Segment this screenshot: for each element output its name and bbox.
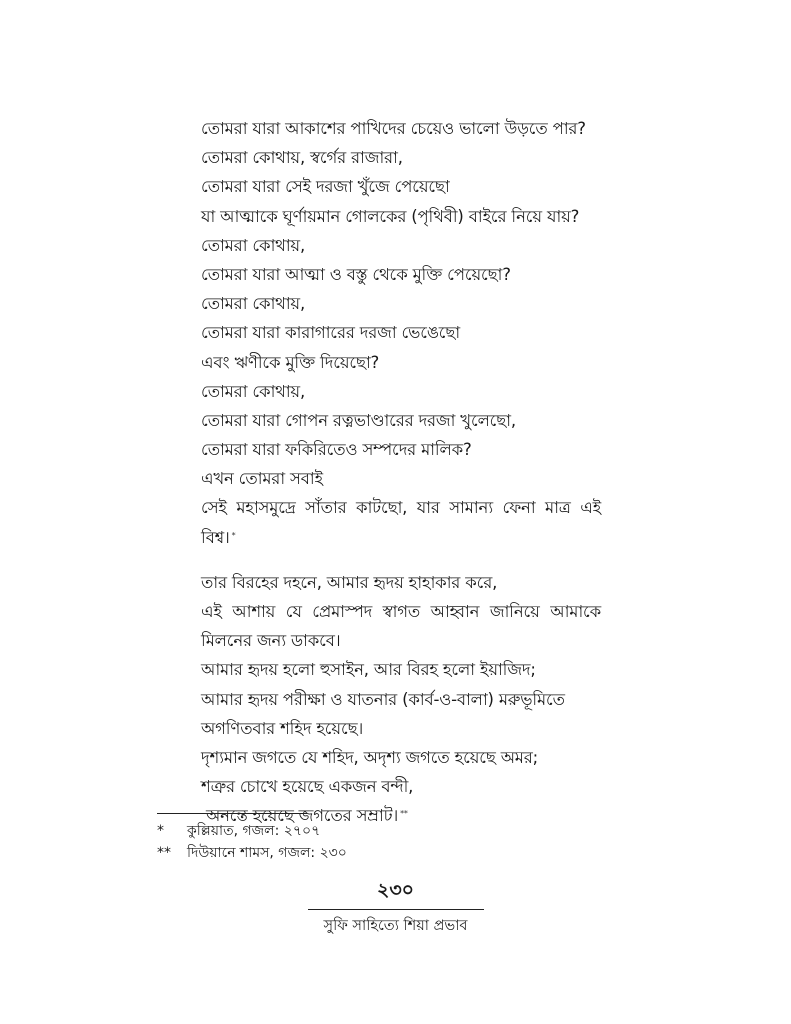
- poem-line: দৃশ্যমান জগতে যে শহিদ, অদৃশ্য জগতে হয়েছে অমর;: [201, 747, 539, 767]
- poem-line: তোমরা কোথায়,: [201, 294, 305, 314]
- poem-line-text: অনন্তে হয়েছে জগতের সম্রাট।: [206, 806, 399, 826]
- poem-line: আমার হৃদয় হলো হুসাইন, আর বিরহ হলো ইয়াজিদ;: [201, 660, 536, 680]
- stanza-2: [201, 568, 601, 831]
- poem-line: আমার হৃদয় পরীক্ষা ও যাতনার (কার্ব-ও-বালা) মরুভূমিতে: [201, 689, 565, 709]
- poem-line: অগণিতবার শহিদ হয়েছে।: [201, 718, 364, 738]
- poem-line: তোমরা কোথায়,: [201, 235, 305, 255]
- poem-line: সেই মহাসমুদ্রে সাঁতার কাটছো, যার সামান্য ফেনা মাত্র এই: [201, 498, 601, 518]
- poem-line: তোমরা যারা আকাশের পাখিদের চেয়েও ভালো উড়তে পার?: [201, 119, 586, 138]
- running-title: সুফি সাহিত্যে শিয়া প্রভাব: [323, 918, 468, 934]
- footnotes: [157, 820, 457, 864]
- footnote-mark: *: [157, 823, 164, 839]
- stanza-gap: [201, 552, 601, 568]
- poem-line-text: বিশ্ব।: [201, 527, 230, 547]
- footnote-item: [157, 820, 457, 842]
- footnote-text: দিউয়ানে শামস, গজল: ২৩০: [187, 845, 347, 861]
- poem-line: তোমরা যারা কারাগারের দরজা ভেঙেছো: [201, 323, 461, 343]
- poem-line: এখন তোমরা সবাই: [201, 469, 323, 489]
- footnote-mark: **: [157, 845, 171, 861]
- poem-line: শত্রুর চোখে হয়েছে একজন বন্দী,: [201, 777, 414, 797]
- poem-line: এবং ঋণীকে মুক্তি দিয়েছো?: [201, 352, 380, 372]
- footnote-marker-2: **: [400, 809, 408, 819]
- poem-line-with-marker: [201, 523, 601, 552]
- poem-body: [201, 114, 601, 831]
- stanza-1: [201, 114, 601, 552]
- footnote-marker-1: *: [231, 530, 236, 540]
- poem-line: তোমরা যারা গোপন রত্নভাণ্ডারের দরজা খুলেছো,: [201, 410, 516, 430]
- footnote-divider: [157, 813, 307, 814]
- poem-line: তোমরা যারা সেই দরজা খুঁজে পেয়েছো: [201, 177, 450, 197]
- page-number: ২৩০: [376, 879, 415, 901]
- poem-line: তোমরা যারা আত্মা ও বস্তু থেকে মুক্তি পেয়েছো?: [201, 264, 511, 284]
- poem-line: তোমরা যারা ফকিরিতেও সম্পদের মালিক?: [201, 440, 472, 460]
- poem-line: মিলনের জন্য ডাকবে।: [201, 631, 341, 651]
- footnote-item: [157, 842, 457, 864]
- poem-line: এই আশায় যে প্রেমাস্পদ স্বাগত আহ্বান জানিয়ে আমাকে: [201, 602, 601, 621]
- poem-line: তোমরা কোথায়,: [201, 381, 305, 401]
- footer-divider: [308, 909, 484, 910]
- poem-line: তার বিরহের দহনে, আমার হৃদয় হাহাকার করে,: [201, 572, 498, 592]
- poem-line: যা আত্মাকে ঘূর্ণায়মান গোলকের (পৃথিবী) বাইরে নিয়ে যায়?: [201, 206, 580, 226]
- poem-line: তোমরা কোথায়, স্বর্গের রাজারা,: [201, 148, 403, 168]
- footnote-text: কুল্লিয়াত, গজল: ২৭০৭: [187, 823, 321, 839]
